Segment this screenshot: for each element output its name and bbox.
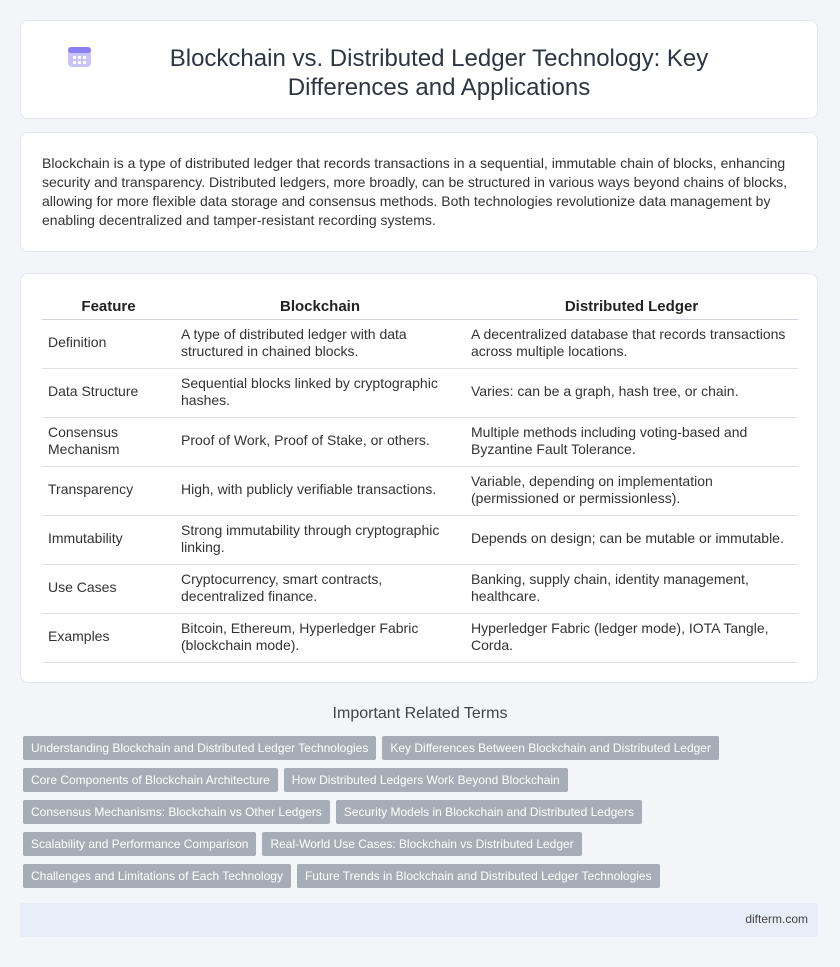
title-card <box>20 20 818 119</box>
blockchain-cell: A type of distributed ledger with data structured in chained blocks. <box>175 319 465 368</box>
blockchain-cell: Sequential blocks linked by cryptographic hashes. <box>175 368 465 417</box>
table-row <box>42 319 798 368</box>
distributed-ledger-cell: Hyperledger Fabric (ledger mode), IOTA Tangle, Corda. <box>465 613 798 662</box>
site-name[interactable]: difterm.com <box>745 912 808 926</box>
distributed-ledger-cell: Varies: can be a graph, hash tree, or chain. <box>465 368 798 417</box>
blockchain-cell: Cryptocurrency, smart contracts, decentralized finance. <box>175 564 465 613</box>
related-term-tag[interactable]: Security Models in Blockchain and Distributed Ledgers <box>336 800 642 824</box>
related-term-tag[interactable]: Challenges and Limitations of Each Technology <box>23 864 291 888</box>
intro-paragraph: Blockchain is a type of distributed ledger that records transactions in a sequential, immutable chain of blocks, enhancing security and transparency. Distributed ledgers, more broadly, can be structured in various ways beyond chains of blocks, allowing for more flexible data storage and consensus methods. Both technologies revolutionize data management by enabling decentralized and tamper-resistant recording systems. <box>42 155 787 228</box>
tag-row <box>23 800 723 832</box>
tag-row <box>23 832 723 864</box>
table-row <box>42 613 798 662</box>
footer <box>20 903 818 937</box>
related-term-tag[interactable]: Future Trends in Blockchain and Distributed Ledger Technologies <box>297 864 660 888</box>
distributed-ledger-cell: A decentralized database that records transactions across multiple locations. <box>465 319 798 368</box>
tag-row <box>23 864 723 896</box>
feature-cell: Use Cases <box>42 564 175 613</box>
feature-cell: Examples <box>42 613 175 662</box>
table-row <box>42 466 798 515</box>
related-terms-heading: Important Related Terms <box>332 705 508 722</box>
table-row <box>42 417 798 466</box>
related-term-tag[interactable]: How Distributed Ledgers Work Beyond Blockchain <box>284 768 568 792</box>
feature-cell: Definition <box>42 319 175 368</box>
column-header-blockchain: Blockchain <box>175 296 465 319</box>
table-row <box>42 564 798 613</box>
related-term-tag[interactable]: Real-World Use Cases: Blockchain vs Distributed Ledger <box>262 832 581 856</box>
related-term-tag[interactable]: Consensus Mechanisms: Blockchain vs Other Ledgers <box>23 800 330 824</box>
feature-cell: Transparency <box>42 466 175 515</box>
related-term-tag[interactable]: Core Components of Blockchain Architecture <box>23 768 278 792</box>
blockchain-cell: Strong immutability through cryptographic linking. <box>175 515 465 564</box>
blockchain-cell: Bitcoin, Ethereum, Hyperledger Fabric (blockchain mode). <box>175 613 465 662</box>
related-term-tag[interactable]: Key Differences Between Blockchain and Distributed Ledger <box>382 736 719 760</box>
feature-cell: Consensus Mechanism <box>42 417 175 466</box>
distributed-ledger-cell: Multiple methods including voting-based and Byzantine Fault Tolerance. <box>465 417 798 466</box>
comparison-table <box>42 296 798 663</box>
distributed-ledger-cell: Banking, supply chain, identity management, healthcare. <box>465 564 798 613</box>
related-term-tag[interactable]: Scalability and Performance Comparison <box>23 832 256 856</box>
blockchain-cell: Proof of Work, Proof of Stake, or others. <box>175 417 465 466</box>
related-terms-list <box>23 736 723 896</box>
feature-cell: Data Structure <box>42 368 175 417</box>
intro-card <box>20 132 818 252</box>
table-row <box>42 515 798 564</box>
tag-row <box>23 736 723 768</box>
column-header-distributed-ledger: Distributed Ledger <box>465 296 798 319</box>
table-row <box>42 368 798 417</box>
distributed-ledger-cell: Depends on design; can be mutable or immutable. <box>465 515 798 564</box>
table-header-row <box>42 296 798 319</box>
column-header-feature: Feature <box>42 296 175 319</box>
blockchain-cell: High, with publicly verifiable transactions. <box>175 466 465 515</box>
distributed-ledger-cell: Variable, depending on implementation (permissioned or permissionless). <box>465 466 798 515</box>
feature-cell: Immutability <box>42 515 175 564</box>
page-title: Blockchain vs. Distributed Ledger Technology: Key Differences and Applications <box>169 45 709 101</box>
tag-row <box>23 768 723 800</box>
comparison-card <box>20 273 818 683</box>
related-term-tag[interactable]: Understanding Blockchain and Distributed Ledger Technologies <box>23 736 376 760</box>
